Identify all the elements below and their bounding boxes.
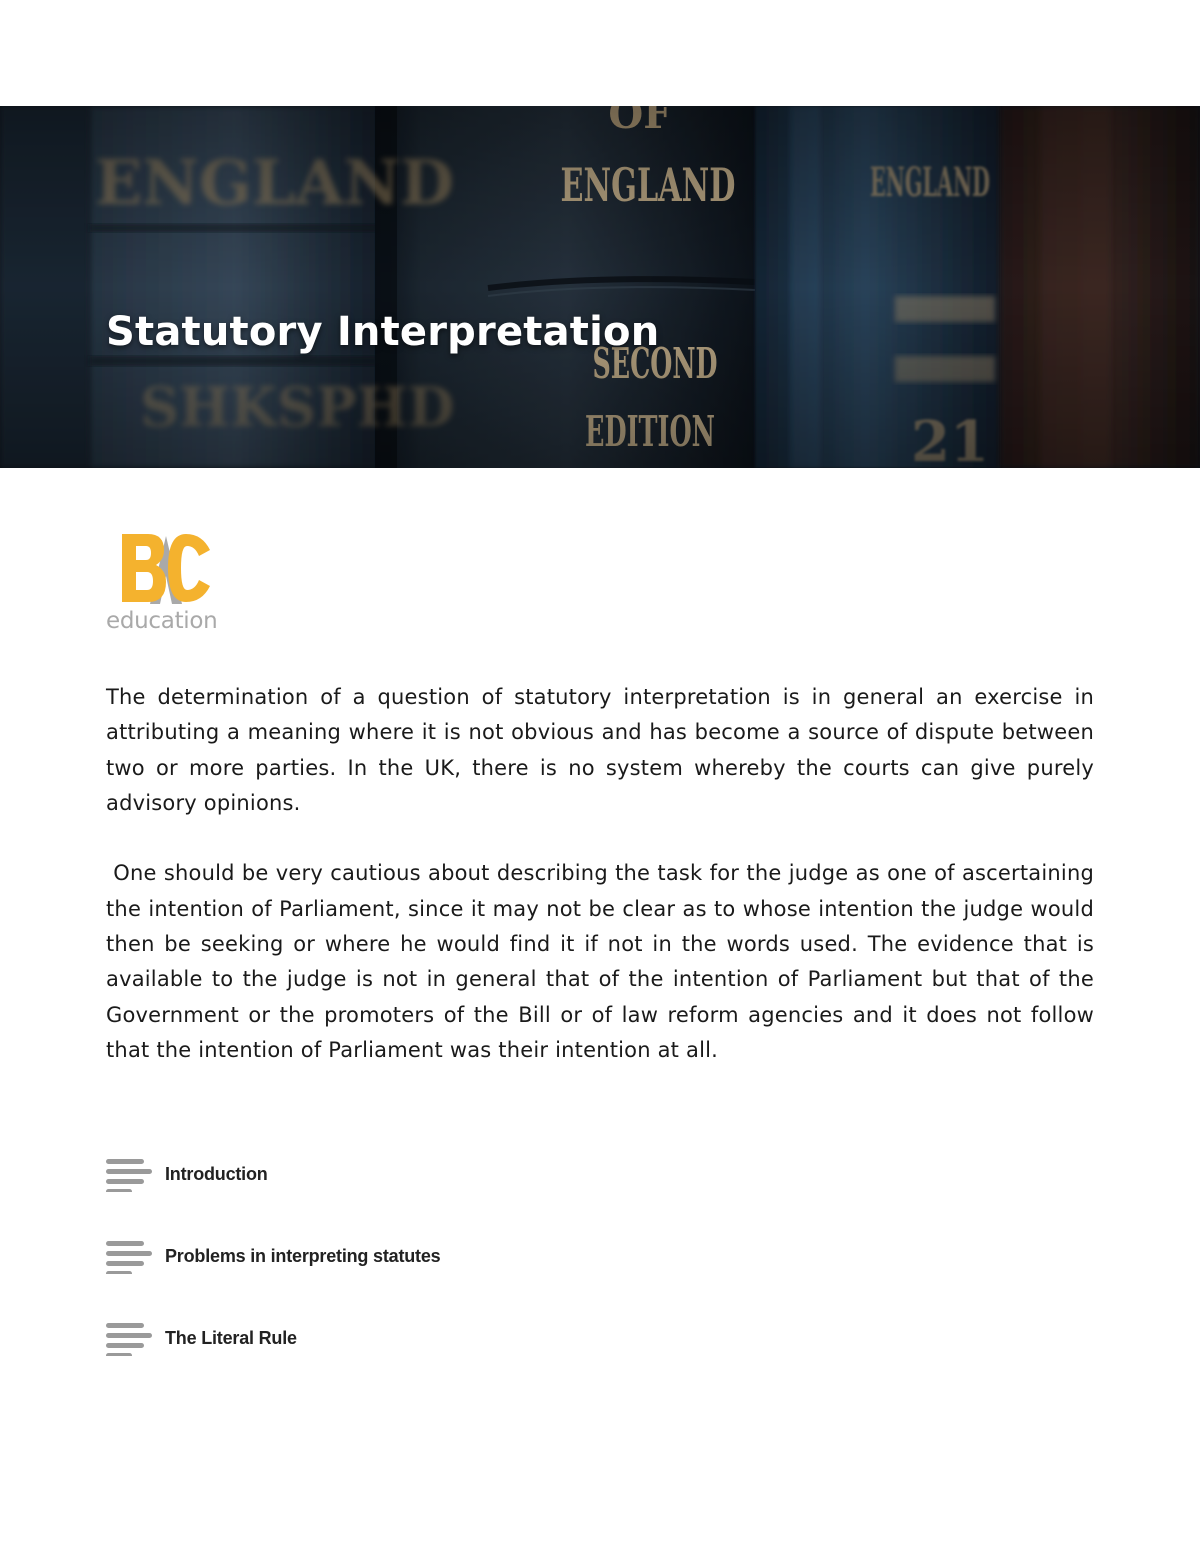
contents-item-literal-rule[interactable] [104, 1318, 704, 1358]
contents-item-label: The Literal Rule [165, 1327, 297, 1348]
paragraph: One should be very cautious about describing the task for the judge as one of ascertaining the intention of Parliament, since it may not be clear as to whose intention the judge would then be seeking or where he would find it if not in the words used. The evidence that is available to the judge is not in general that of the intention of Parliament but that of the Government or the promoters of the Bill or of law reform agencies and it does not follow that the intention of Parliament was their intention at all. [106, 861, 1101, 1062]
contents-list [104, 1154, 704, 1400]
contents-item-problems[interactable] [104, 1236, 704, 1276]
logo-mark [120, 530, 212, 608]
books-photo [0, 106, 1200, 468]
text-lines-icon [104, 1238, 152, 1274]
contents-item-label: Introduction [165, 1163, 268, 1184]
text-lines-icon [104, 1156, 152, 1192]
contents-item-introduction[interactable] [104, 1154, 704, 1194]
text-lines-icon [104, 1320, 152, 1356]
bac-education-logo [106, 530, 226, 640]
paragraph: The determination of a question of statutory interpretation is in general an exercise in attributing a meaning where it is not obvious and has become a source of dispute between two or more parties. In the UK, there is no system whereby the courts can give purely advisory opinions. [106, 685, 1094, 815]
header-banner [0, 106, 1200, 468]
logo-wordmark: education [106, 608, 218, 634]
page-title: Statutory Interpretation [106, 309, 660, 355]
intro-text [106, 680, 1101, 1068]
contents-item-label: Problems in interpreting statutes [165, 1245, 441, 1266]
